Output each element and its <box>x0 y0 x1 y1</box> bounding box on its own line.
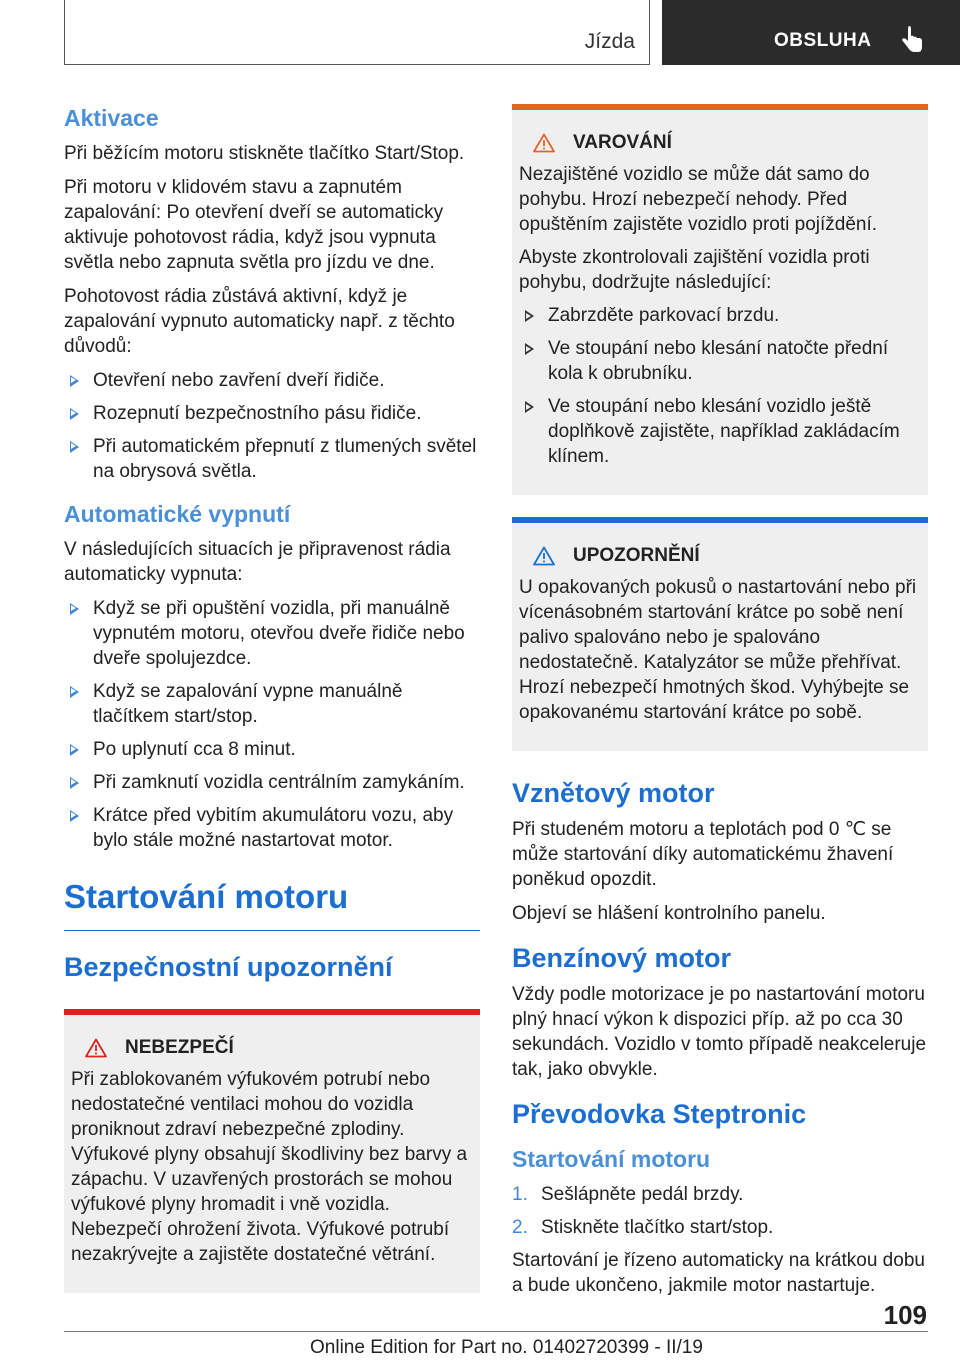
triangle-bullet-icon <box>525 310 534 322</box>
warning-paragraph-2: Abyste zkontrolovali zajištění vozidla proti pohybu, dodržujte následující: <box>519 247 870 293</box>
triangle-bullet-icon <box>70 603 79 615</box>
header-chapter-tab[interactable] <box>662 0 960 65</box>
list-item: Zabrzděte parkovací brzdu. <box>519 303 920 328</box>
hand-pointer-icon <box>898 26 924 54</box>
triangle-bullet-icon <box>70 744 79 756</box>
page-number: 109 <box>883 1300 927 1330</box>
aktivace-heading: Aktivace <box>64 105 159 131</box>
steptronic-steps <box>512 1182 928 1240</box>
list-item: Po uplynutí cca 8 minut. <box>64 737 480 762</box>
benzin-paragraph-1: Vždy podle motorizace je po nastartování motoru plný hnací výkon k dispozici příp. až po cca 30 sekundách. Vozidlo v tomto případě neakceleruje tak, jako obvykle. <box>512 983 927 1080</box>
safety-heading: Bezpečnostní upozornění <box>64 952 393 983</box>
vypnuti-paragraph-1: V následujících situacích je připravenost rádia automaticky vypnuta: <box>64 538 451 585</box>
main-heading-startovani: Startování motoru <box>64 877 480 932</box>
footer-divider <box>64 1331 928 1332</box>
step-number: 2. <box>512 1217 528 1238</box>
header-section-box <box>64 0 650 65</box>
triangle-bullet-icon <box>525 401 534 413</box>
benzin-heading: Benzínový motor <box>512 942 732 973</box>
triangle-bullet-icon <box>70 777 79 789</box>
aktivace-paragraph-3: Pohotovost rádia zůstává aktivní, když je zapalování vypnuto automaticky např. z těchto důvodů: <box>64 285 455 357</box>
steptronic-paragraph-1: Startování je řízeno automaticky na krátkou dobu a bude ukončeno, jakmile motor nastartuje. <box>512 1250 925 1296</box>
diesel-paragraph-1: Při studeném motoru a teplotách pod 0 ℃ se může startování díky automatickému žhavení poněkud opozdit. <box>512 818 894 890</box>
steptronic-subheading: Startování motoru <box>512 1146 711 1173</box>
aktivace-paragraph-1: Při běžícím motoru stiskněte tlačítko Start/Stop. <box>64 142 465 164</box>
list-item: Ve stoupání nebo klesání natočte přední kola k obrubníku. <box>519 336 920 386</box>
list-item: Krátce před vybitím akumulátoru vozu, aby bylo stále možné nastartovat motor. <box>64 803 480 853</box>
right-column <box>512 98 928 1307</box>
diesel-heading: Vznětový motor <box>512 778 715 808</box>
list-item: Při automatickém přepnutí z tlumených světel na obrysová světla. <box>64 434 480 484</box>
list-item: Otevření nebo zavření dveří řidiče. <box>64 368 480 393</box>
list-item: Rozepnutí bezpečnostního pásu řidiče. <box>64 401 480 426</box>
list-item: Ve stoupání nebo klesání vozidlo ještě doplňkově zajistěte, například zakládacím klínem. <box>519 394 920 469</box>
triangle-bullet-icon <box>70 686 79 698</box>
danger-title: NEBEZPEČÍ <box>71 1037 472 1059</box>
vypnuti-list <box>64 596 480 853</box>
list-item: 1. Sešlápněte pedál brzdy. <box>512 1184 744 1205</box>
list-item: Když se při opuštění vozidla, při manuálně vypnutém motoru, otevřou dveře řidiče nebo dveře spolujezdce. <box>64 596 480 671</box>
list-item: Když se zapalování vypne manuálně tlačítkem start/stop. <box>64 679 480 729</box>
triangle-bullet-icon <box>70 810 79 822</box>
warning-triangle-icon <box>533 133 555 153</box>
notice-text: U opakovaných pokusů o nastartování nebo při vícenásobném startování krátce po sobě není palivo spalováno nebo je spalováno nedostatečně. Katalyzátor se může přehřívat. Hrozí nebezpečí hmotných škod. Vyhýbejte se opakovanému startování krátce po sobě. <box>519 577 917 723</box>
header-section-title: Jízda <box>584 30 635 53</box>
vypnuti-heading: Automatické vypnutí <box>64 500 291 527</box>
aktivace-paragraph-2: Při motoru v klidovém stavu a zapnutém zapalování: Po otevření dveří se automaticky aktivuje pohotovost rádia, když jsou vypnuta světla nebo zapnuta světla pro jízdu ve dne. <box>64 176 444 273</box>
footer-edition: Online Edition for Part no. 01402720399 - II/19 <box>310 1337 703 1358</box>
danger-text: Při zablokovaném výfukovém potrubí nebo nedostatečné ventilaci mohou do vozidla proniknout zdraví nebezpečné zplodiny. Výfukové plyny obsahují škodliviny bez barvy a zápachu. V uzavřených prostorách se mohou výfukové plyny hromadit i vně vozidla. Nebezpečí ohrožení života. Výfukové potrubí nezakrývejte a zajistěte dostatečné větrání. <box>71 1068 468 1265</box>
triangle-bullet-icon <box>525 343 534 355</box>
aktivace-list <box>64 368 480 484</box>
triangle-bullet-icon <box>70 408 79 420</box>
left-column <box>64 100 480 1311</box>
diesel-paragraph-2: Objeví se hlášení kontrolního panelu. <box>512 902 826 924</box>
warning-box <box>512 104 928 495</box>
list-item: 2. Stiskněte tlačítko start/stop. <box>512 1217 774 1238</box>
triangle-bullet-icon <box>70 375 79 387</box>
list-item: Při zamknutí vozidla centrálním zamykáním. <box>64 770 480 795</box>
warning-triangle-icon <box>533 546 555 566</box>
triangle-bullet-icon <box>70 441 79 453</box>
warning-paragraph-1: Nezajištěné vozidlo se může dát samo do pohybu. Hrozí nebezpečí nehody. Před opuštěním zajistěte vozidlo proti pojíždění. <box>519 164 878 235</box>
step-number: 1. <box>512 1184 528 1205</box>
notice-title: UPOZORNĚNÍ <box>519 545 920 567</box>
steptronic-heading: Převodovka Steptronic <box>512 1098 807 1129</box>
notice-box <box>512 517 928 751</box>
warning-triangle-icon <box>85 1038 107 1058</box>
warning-title: VAROVÁNÍ <box>519 132 920 154</box>
warning-list <box>519 303 920 469</box>
danger-box <box>64 1009 480 1293</box>
header-chapter-label: OBSLUHA <box>774 30 872 51</box>
